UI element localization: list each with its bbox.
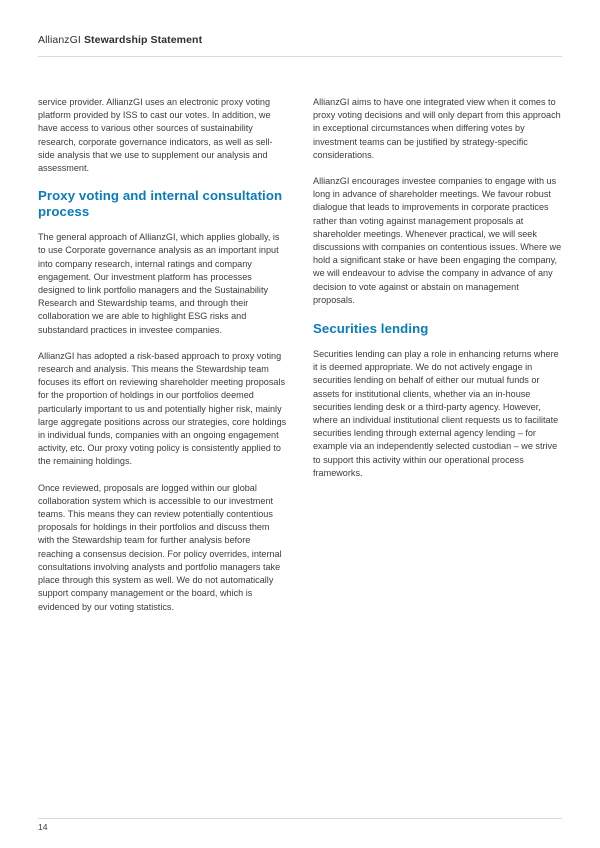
content-columns xyxy=(38,96,562,627)
document-title: Stewardship Statement xyxy=(83,34,203,46)
section-heading-securities-lending: Securities lending xyxy=(313,321,429,337)
page-number: 14 xyxy=(38,822,48,832)
header-divider xyxy=(38,56,562,57)
right-column xyxy=(313,96,562,627)
page-header xyxy=(38,34,202,46)
paragraph: Once reviewed, proposals are logged within our global collaboration system which is accessible to our investment teams. This means they can review potentially contentious proposals for holdings in their portfolios and discuss them with the Stewardship team for further analysis before reaching a consensus decision. For policy overrides, internal consultations involving analysts and portfolio managers take place through this system as well. We do not automatically support company management or the board, which is evidenced by our voting statistics. xyxy=(38,482,282,612)
left-column xyxy=(38,96,287,627)
paragraph: The general approach of AllianzGI, which applies globally, is to use Corporate governance analysis as an important input into company research, internal ratings and company engagement. Our investment platform has processes designed to link portfolio managers and the Sustainability Research and Stewardship teams, and through their collaboration we are able to highlight ESG risks and substandard practices in investee companies. xyxy=(38,232,280,335)
brand-name: AllianzGI xyxy=(38,34,81,46)
paragraph: service provider. AllianzGI uses an electronic proxy voting platform provided by ISS to cast our votes. In addition, we have access to various other sources of sustainability research, corporate governance indicators, as well as sell-side analysis that we use to supplement our analysis and assessment. xyxy=(38,97,273,174)
paragraph: Securities lending can play a role in enhancing returns where it is deemed appropriate. We do not actively engage in securities lending on behalf of either our mutual funds or assets for institutional clients, whether via an in-house securities lending desk or a third-party agency. However, where an individual institutional client requests us to facilitate securities lending through external agency lending – for example via an independently selected custodian – we strive to support this activity within our operational process frameworks. xyxy=(313,349,559,478)
paragraph: AllianzGI has adopted a risk-based approach to proxy voting research and analysis. This means the Stewardship team focuses its effort on reviewing shareholder meeting proposals for the proportion of holdings in our portfolios deemed particularly important to us and potentially higher risk, mainly large aggregate positions across our strategies, core holdings in individual funds, companies with an ongoing engagement activity, etc. Our proxy voting policy is consistently applied to the remaining holdings. xyxy=(38,350,287,467)
footer-divider xyxy=(38,818,562,819)
paragraph: AllianzGI encourages investee companies to engage with us long in advance of shareholder meetings. We favour robust dialogue that leads to improvements in corporate practices rather than voting against management proposals at shareholder meetings. Whenever practical, we will seek discussions with companies on contentious issues. Where we hold a significant stake or have been engaging the company, we will endeavour to advise the company in advance of any decision to vote against or abstain on management proposals. xyxy=(313,176,562,305)
section-heading-proxy-voting: Proxy voting and internal consultation process xyxy=(38,188,283,220)
paragraph: AllianzGI aims to have one integrated view when it comes to proxy voting decisions and will only depart from this approach in exceptional circumstances when differing votes by investment teams can be justified by strategy-specific considerations. xyxy=(313,97,561,160)
